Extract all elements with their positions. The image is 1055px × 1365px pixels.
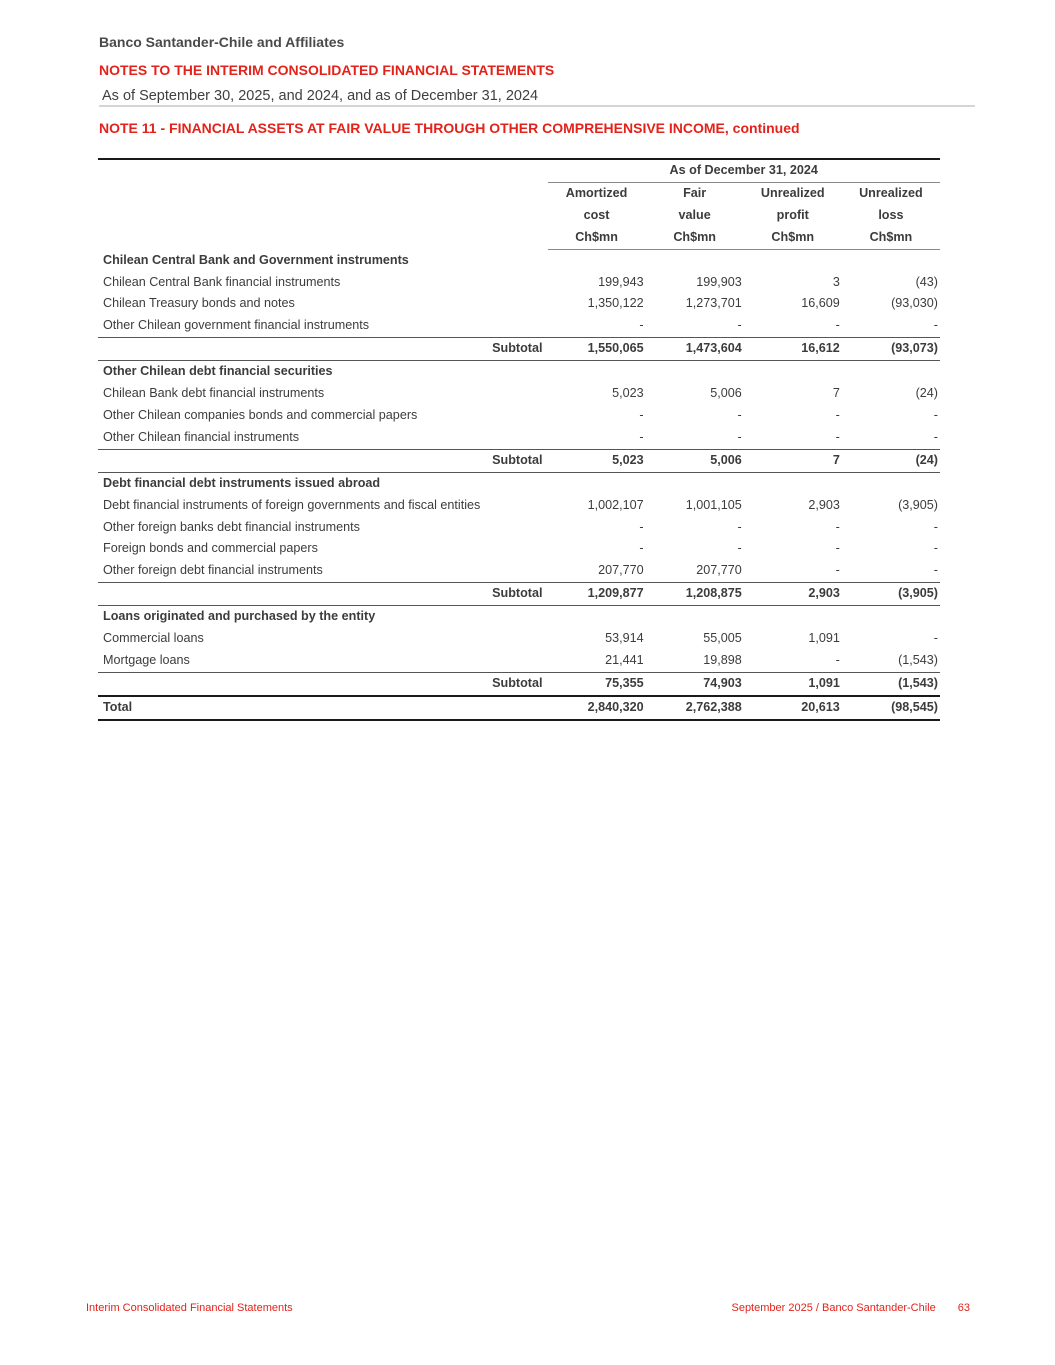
- section-header-row: [98, 606, 940, 628]
- subtotal-row: [98, 449, 940, 472]
- row-value: 5,023: [612, 386, 644, 401]
- row-value: 53,914: [605, 631, 644, 646]
- period-header: As of December 31, 2024: [548, 159, 941, 182]
- table-row: [98, 650, 940, 672]
- page-number: 63: [957, 1302, 970, 1314]
- row-value: 3: [832, 274, 840, 289]
- section-header-row: [98, 472, 940, 494]
- row-value: 16,609: [801, 296, 840, 311]
- table-row: [98, 517, 940, 539]
- subtotal-value: 1,209,877: [548, 583, 646, 606]
- row-value: -: [639, 519, 644, 534]
- section-title: Debt financial debt instruments issued abroad: [103, 475, 381, 490]
- subtotal-row: [98, 338, 940, 361]
- col-unit: Ch$mn: [744, 227, 842, 249]
- row-value: -: [835, 541, 840, 556]
- col-unit: Ch$mn: [646, 227, 744, 249]
- subtotal-label: Subtotal: [98, 583, 548, 606]
- subtotal-label: Subtotal: [98, 338, 548, 361]
- table-header-units-row: [98, 227, 940, 249]
- col-header-unrealized-profit: Unrealized: [760, 185, 825, 200]
- subtotal-row: [98, 583, 940, 606]
- row-value: -: [639, 541, 644, 556]
- table-row: [98, 272, 940, 294]
- row-value: -: [639, 407, 644, 422]
- row-value: -: [835, 652, 840, 667]
- subtotal-value: 7: [744, 449, 842, 472]
- subtotal-value: 16,612: [744, 338, 842, 361]
- subtotal-value: 74,903: [646, 672, 744, 695]
- subtotal-value: (3,905): [842, 583, 940, 606]
- col-header-profit: profit: [776, 207, 809, 222]
- subtotal-value: (1,543): [842, 672, 940, 695]
- row-value: -: [835, 519, 840, 534]
- row-label: Other Chilean financial instruments: [103, 429, 299, 444]
- table-header-row: [98, 205, 940, 227]
- row-value: 207,770: [696, 563, 742, 578]
- row-label: Other Chilean companies bonds and commercial papers: [103, 407, 418, 422]
- row-value: 55,005: [703, 631, 742, 646]
- subtotal-value: 5,023: [548, 449, 646, 472]
- subtotal-value: 1,208,875: [646, 583, 744, 606]
- row-value: -: [933, 631, 938, 646]
- footer-company: Banco Santander-Chile: [822, 1302, 936, 1314]
- row-value: -: [933, 407, 938, 422]
- table-row: [98, 315, 940, 337]
- section-title: Chilean Central Bank and Government instruments: [103, 252, 409, 267]
- row-value: -: [933, 318, 938, 333]
- row-label: Other foreign banks debt financial instruments: [103, 519, 360, 534]
- table-header-row: [98, 182, 940, 204]
- subtotal-value: 2,903: [744, 583, 842, 606]
- col-header-amortized: Amortized: [565, 185, 628, 200]
- row-value: -: [933, 519, 938, 534]
- notes-heading: NOTES TO THE INTERIM CONSOLIDATED FINANCIAL STATEMENTS: [99, 62, 555, 78]
- total-value: 2,840,320: [548, 696, 646, 720]
- row-value: -: [835, 318, 840, 333]
- total-value: 20,613: [744, 696, 842, 720]
- row-label: Other foreign debt financial instruments: [103, 563, 323, 578]
- row-value: -: [835, 407, 840, 422]
- row-value: 1,002,107: [587, 497, 644, 512]
- row-value: 21,441: [605, 652, 644, 667]
- total-row: [98, 696, 940, 720]
- table-row: [98, 495, 940, 517]
- company-name: Banco Santander-Chile and Affiliates: [99, 34, 345, 50]
- table-row: [98, 293, 940, 315]
- subtotal-value: 1,550,065: [548, 338, 646, 361]
- row-value: -: [835, 429, 840, 444]
- row-value: -: [737, 429, 742, 444]
- row-value: 199,943: [598, 274, 644, 289]
- footer-date: September 2025 /: [731, 1302, 822, 1314]
- total-value: 2,762,388: [646, 696, 744, 720]
- col-header-cost: cost: [583, 207, 610, 222]
- section-title: Loans originated and purchased by the entity: [103, 609, 376, 624]
- subtotal-value: 75,355: [548, 672, 646, 695]
- subtotal-value: (93,073): [842, 338, 940, 361]
- row-value: -: [737, 519, 742, 534]
- row-label: Chilean Bank debt financial instruments: [103, 386, 325, 401]
- row-value: 207,770: [598, 563, 644, 578]
- row-value: 19,898: [703, 652, 742, 667]
- table-row: [98, 405, 940, 427]
- row-value: 1,001,105: [685, 497, 742, 512]
- table-row: [98, 560, 940, 582]
- row-label: Other Chilean government financial instruments: [103, 318, 369, 333]
- date-line: As of September 30, 2025, and 2024, and as of December 31, 2024: [102, 88, 539, 104]
- row-label: Commercial loans: [103, 631, 204, 646]
- row-value: -: [933, 429, 938, 444]
- row-value: 1,350,122: [587, 296, 644, 311]
- row-value: -: [737, 318, 742, 333]
- row-value: -: [835, 563, 840, 578]
- total-label: Total: [98, 696, 548, 720]
- subtotal-row: [98, 672, 940, 695]
- fair-value-table: [98, 158, 940, 721]
- table-row: [98, 628, 940, 650]
- row-value: (1,543): [898, 652, 938, 667]
- table-row: [98, 538, 940, 560]
- row-value: -: [933, 541, 938, 556]
- section-header-row: [98, 249, 940, 271]
- row-value: -: [737, 541, 742, 556]
- col-header-unrealized-loss: Unrealized: [859, 185, 923, 200]
- row-value: 199,903: [696, 274, 742, 289]
- footer-info: [731, 1302, 970, 1314]
- row-value: -: [737, 407, 742, 422]
- row-value: 5,006: [710, 386, 742, 401]
- subtotal-value: 1,473,604: [646, 338, 744, 361]
- row-value: -: [639, 318, 644, 333]
- row-label: Chilean Central Bank financial instruments: [103, 274, 341, 289]
- subtotal-value: 1,091: [744, 672, 842, 695]
- row-label: Chilean Treasury bonds and notes: [103, 296, 295, 311]
- table-row: [98, 427, 940, 449]
- footer-title: Interim Consolidated Financial Statements: [86, 1302, 293, 1314]
- section-title: Other Chilean debt financial securities: [103, 364, 333, 379]
- subtotal-label: Subtotal: [98, 449, 548, 472]
- row-value: (43): [915, 274, 938, 289]
- col-unit: Ch$mn: [548, 227, 646, 249]
- total-value: (98,545): [842, 696, 940, 720]
- table-row: [98, 383, 940, 405]
- row-label: Mortgage loans: [103, 652, 190, 667]
- section-header-row: [98, 361, 940, 383]
- row-label: Foreign bonds and commercial papers: [103, 541, 318, 556]
- row-value: -: [933, 563, 938, 578]
- row-label: Debt financial instruments of foreign governments and fiscal entities: [103, 497, 481, 512]
- row-value: (3,905): [898, 497, 938, 512]
- row-value: (24): [915, 386, 938, 401]
- row-value: 2,903: [808, 497, 840, 512]
- col-header-fair: Fair: [683, 185, 707, 200]
- row-value: -: [639, 429, 644, 444]
- row-value: (93,030): [891, 296, 938, 311]
- note-title: NOTE 11 - FINANCIAL ASSETS AT FAIR VALUE THROUGH OTHER COMPREHENSIVE INCOME, continued: [99, 120, 800, 136]
- row-value: 1,091: [808, 631, 840, 646]
- col-header-loss: loss: [878, 207, 904, 222]
- table-header-period-row: [98, 159, 940, 182]
- col-header-value: value: [678, 207, 711, 222]
- row-value: 1,273,701: [685, 296, 742, 311]
- row-value: 7: [832, 386, 840, 401]
- subtotal-label: Subtotal: [98, 672, 548, 695]
- header-divider: [99, 105, 975, 107]
- subtotal-value: (24): [842, 449, 940, 472]
- col-unit: Ch$mn: [842, 227, 940, 249]
- subtotal-value: 5,006: [646, 449, 744, 472]
